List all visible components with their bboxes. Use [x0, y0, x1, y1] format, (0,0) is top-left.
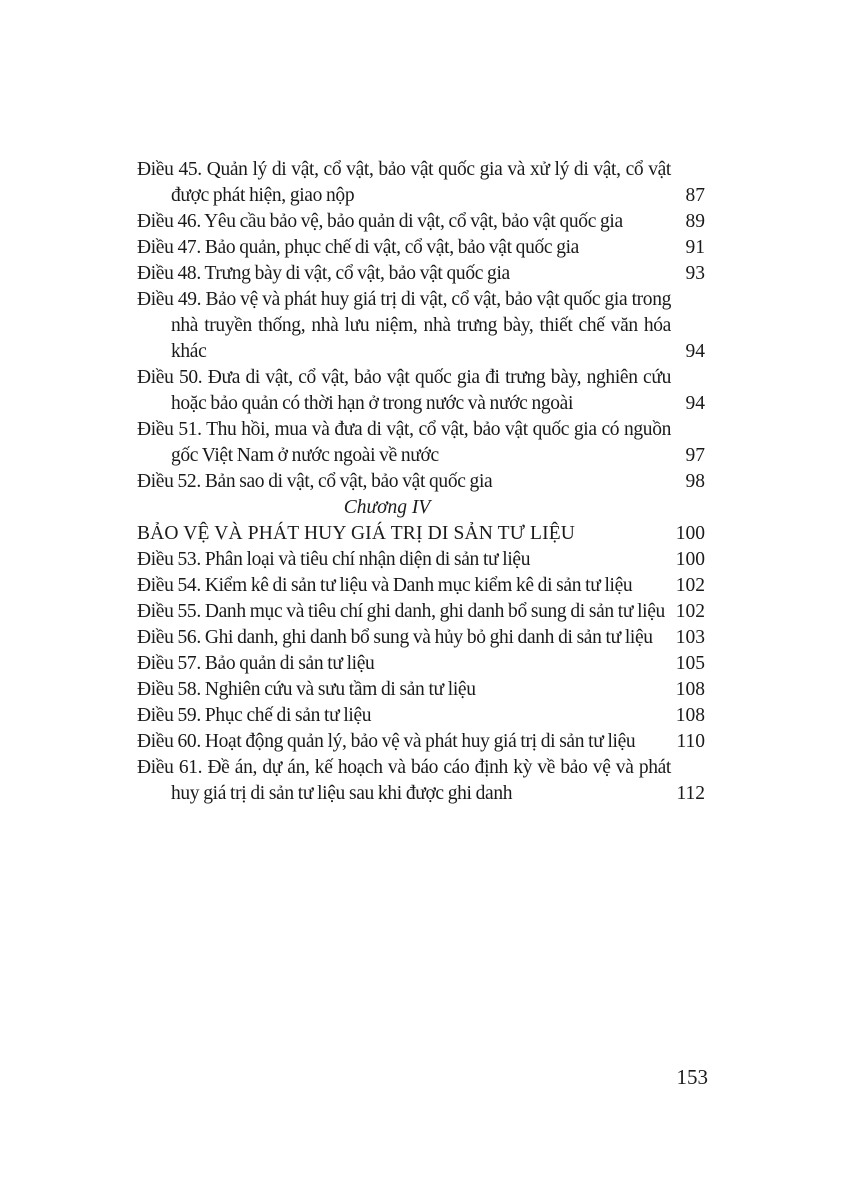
toc-entry-page: 93: [685, 263, 705, 284]
chapter-heading: [137, 521, 705, 547]
chapter-title: BẢO VỆ VÀ PHÁT HUY GIÁ TRỊ DI SẢN TƯ LIỆU: [137, 523, 576, 544]
toc-entry-page: 100: [675, 549, 705, 570]
toc-entry-page: 89: [685, 211, 705, 232]
toc-entry-dieu-51: [137, 417, 705, 469]
toc-entry-text: Điều 52. Bản sao di vật, cổ vật, bảo vật quốc gia: [137, 471, 493, 492]
toc-entry-text: Điều 56. Ghi danh, ghi danh bổ sung và hủy bỏ ghi danh di sản tư liệu: [137, 627, 653, 648]
toc-entry-dieu-60: [137, 729, 705, 755]
toc-entry-page: 112: [676, 783, 705, 804]
toc-entry-dieu-53: [137, 547, 705, 573]
toc-entry-page: 102: [675, 575, 705, 596]
toc-entry-page: 110: [676, 731, 705, 752]
toc-entry-dieu-49: [137, 287, 705, 365]
toc-entry-text: Điều 61. Đề án, dự án, kế hoạch và báo cáo định kỳ về bảo vệ và phát huy giá trị di sản tư liệu sau khi được ghi danh: [137, 757, 671, 804]
toc-entry-page: 108: [675, 679, 705, 700]
toc-entry-page: 91: [685, 237, 705, 258]
toc-entry-dieu-59: [137, 703, 705, 729]
toc-entry-dieu-56: [137, 625, 705, 651]
toc-entry-dieu-54: [137, 573, 705, 599]
toc-entry-page: 105: [675, 653, 705, 674]
toc-entry-page: 108: [675, 705, 705, 726]
toc-entry-text: Điều 53. Phân loại và tiêu chí nhận diện di sản tư liệu: [137, 549, 531, 570]
toc-entry-dieu-47: [137, 235, 705, 261]
toc-entry-dieu-52: [137, 469, 705, 495]
toc-entry-text: Điều 50. Đưa di vật, cổ vật, bảo vật quốc gia đi trưng bày, nghiên cứu hoặc bảo quản có thời hạn ở trong nước và nước ngoài: [137, 367, 671, 414]
toc-entry-page: 98: [685, 471, 705, 492]
toc-entry-dieu-58: [137, 677, 705, 703]
toc-entry-page: 97: [685, 445, 705, 466]
toc-entry-page: 87: [685, 185, 705, 206]
toc-entry-dieu-55: [137, 599, 705, 625]
table-of-contents: [137, 157, 705, 807]
toc-entry-text: Điều 57. Bảo quản di sản tư liệu: [137, 653, 375, 674]
chapter-label: Chương IV: [343, 497, 431, 518]
toc-entry-dieu-61: [137, 755, 705, 807]
toc-entry-page: 103: [675, 627, 705, 648]
toc-entry-dieu-45: [137, 157, 705, 209]
toc-entry-text: Điều 58. Nghiên cứu và sưu tầm di sản tư liệu: [137, 679, 476, 700]
toc-entry-text: Điều 48. Trưng bày di vật, cổ vật, bảo vật quốc gia: [137, 263, 510, 284]
toc-entry-dieu-48: [137, 261, 705, 287]
page-number: 153: [676, 1065, 708, 1089]
toc-entry-dieu-50: [137, 365, 705, 417]
toc-entry-dieu-46: [137, 209, 705, 235]
toc-entry-text: Điều 59. Phục chế di sản tư liệu: [137, 705, 372, 726]
toc-entry-text: Điều 45. Quản lý di vật, cổ vật, bảo vật quốc gia và xử lý di vật, cổ vật được phát hiện, giao nộp: [137, 159, 671, 206]
toc-entry-page: 94: [685, 393, 705, 414]
toc-entry-text: Điều 51. Thu hồi, mua và đưa di vật, cổ vật, bảo vật quốc gia có nguồn gốc Việt Nam ở nước ngoài về nước: [137, 419, 671, 466]
toc-entry-text: Điều 46. Yêu cầu bảo vệ, bảo quản di vật, cổ vật, bảo vật quốc gia: [137, 211, 623, 232]
toc-entry-text: Điều 54. Kiểm kê di sản tư liệu và Danh mục kiểm kê di sản tư liệu: [137, 575, 633, 596]
toc-entry-page: 102: [675, 601, 705, 622]
toc-entry-text: Điều 49. Bảo vệ và phát huy giá trị di vật, cổ vật, bảo vật quốc gia trong nhà truyền thống, nhà lưu niệm, nhà trưng bày, thiết chế văn hóa khác: [137, 289, 671, 362]
toc-entry-text: Điều 60. Hoạt động quản lý, bảo vệ và phát huy giá trị di sản tư liệu: [137, 731, 636, 752]
toc-entry-text: Điều 47. Bảo quản, phục chế di vật, cổ vật, bảo vật quốc gia: [137, 237, 579, 258]
toc-entry-dieu-57: [137, 651, 705, 677]
chapter-page: 100: [675, 523, 705, 544]
toc-entry-text: Điều 55. Danh mục và tiêu chí ghi danh, ghi danh bổ sung di sản tư liệu: [137, 601, 665, 622]
toc-entry-page: 94: [685, 341, 705, 362]
